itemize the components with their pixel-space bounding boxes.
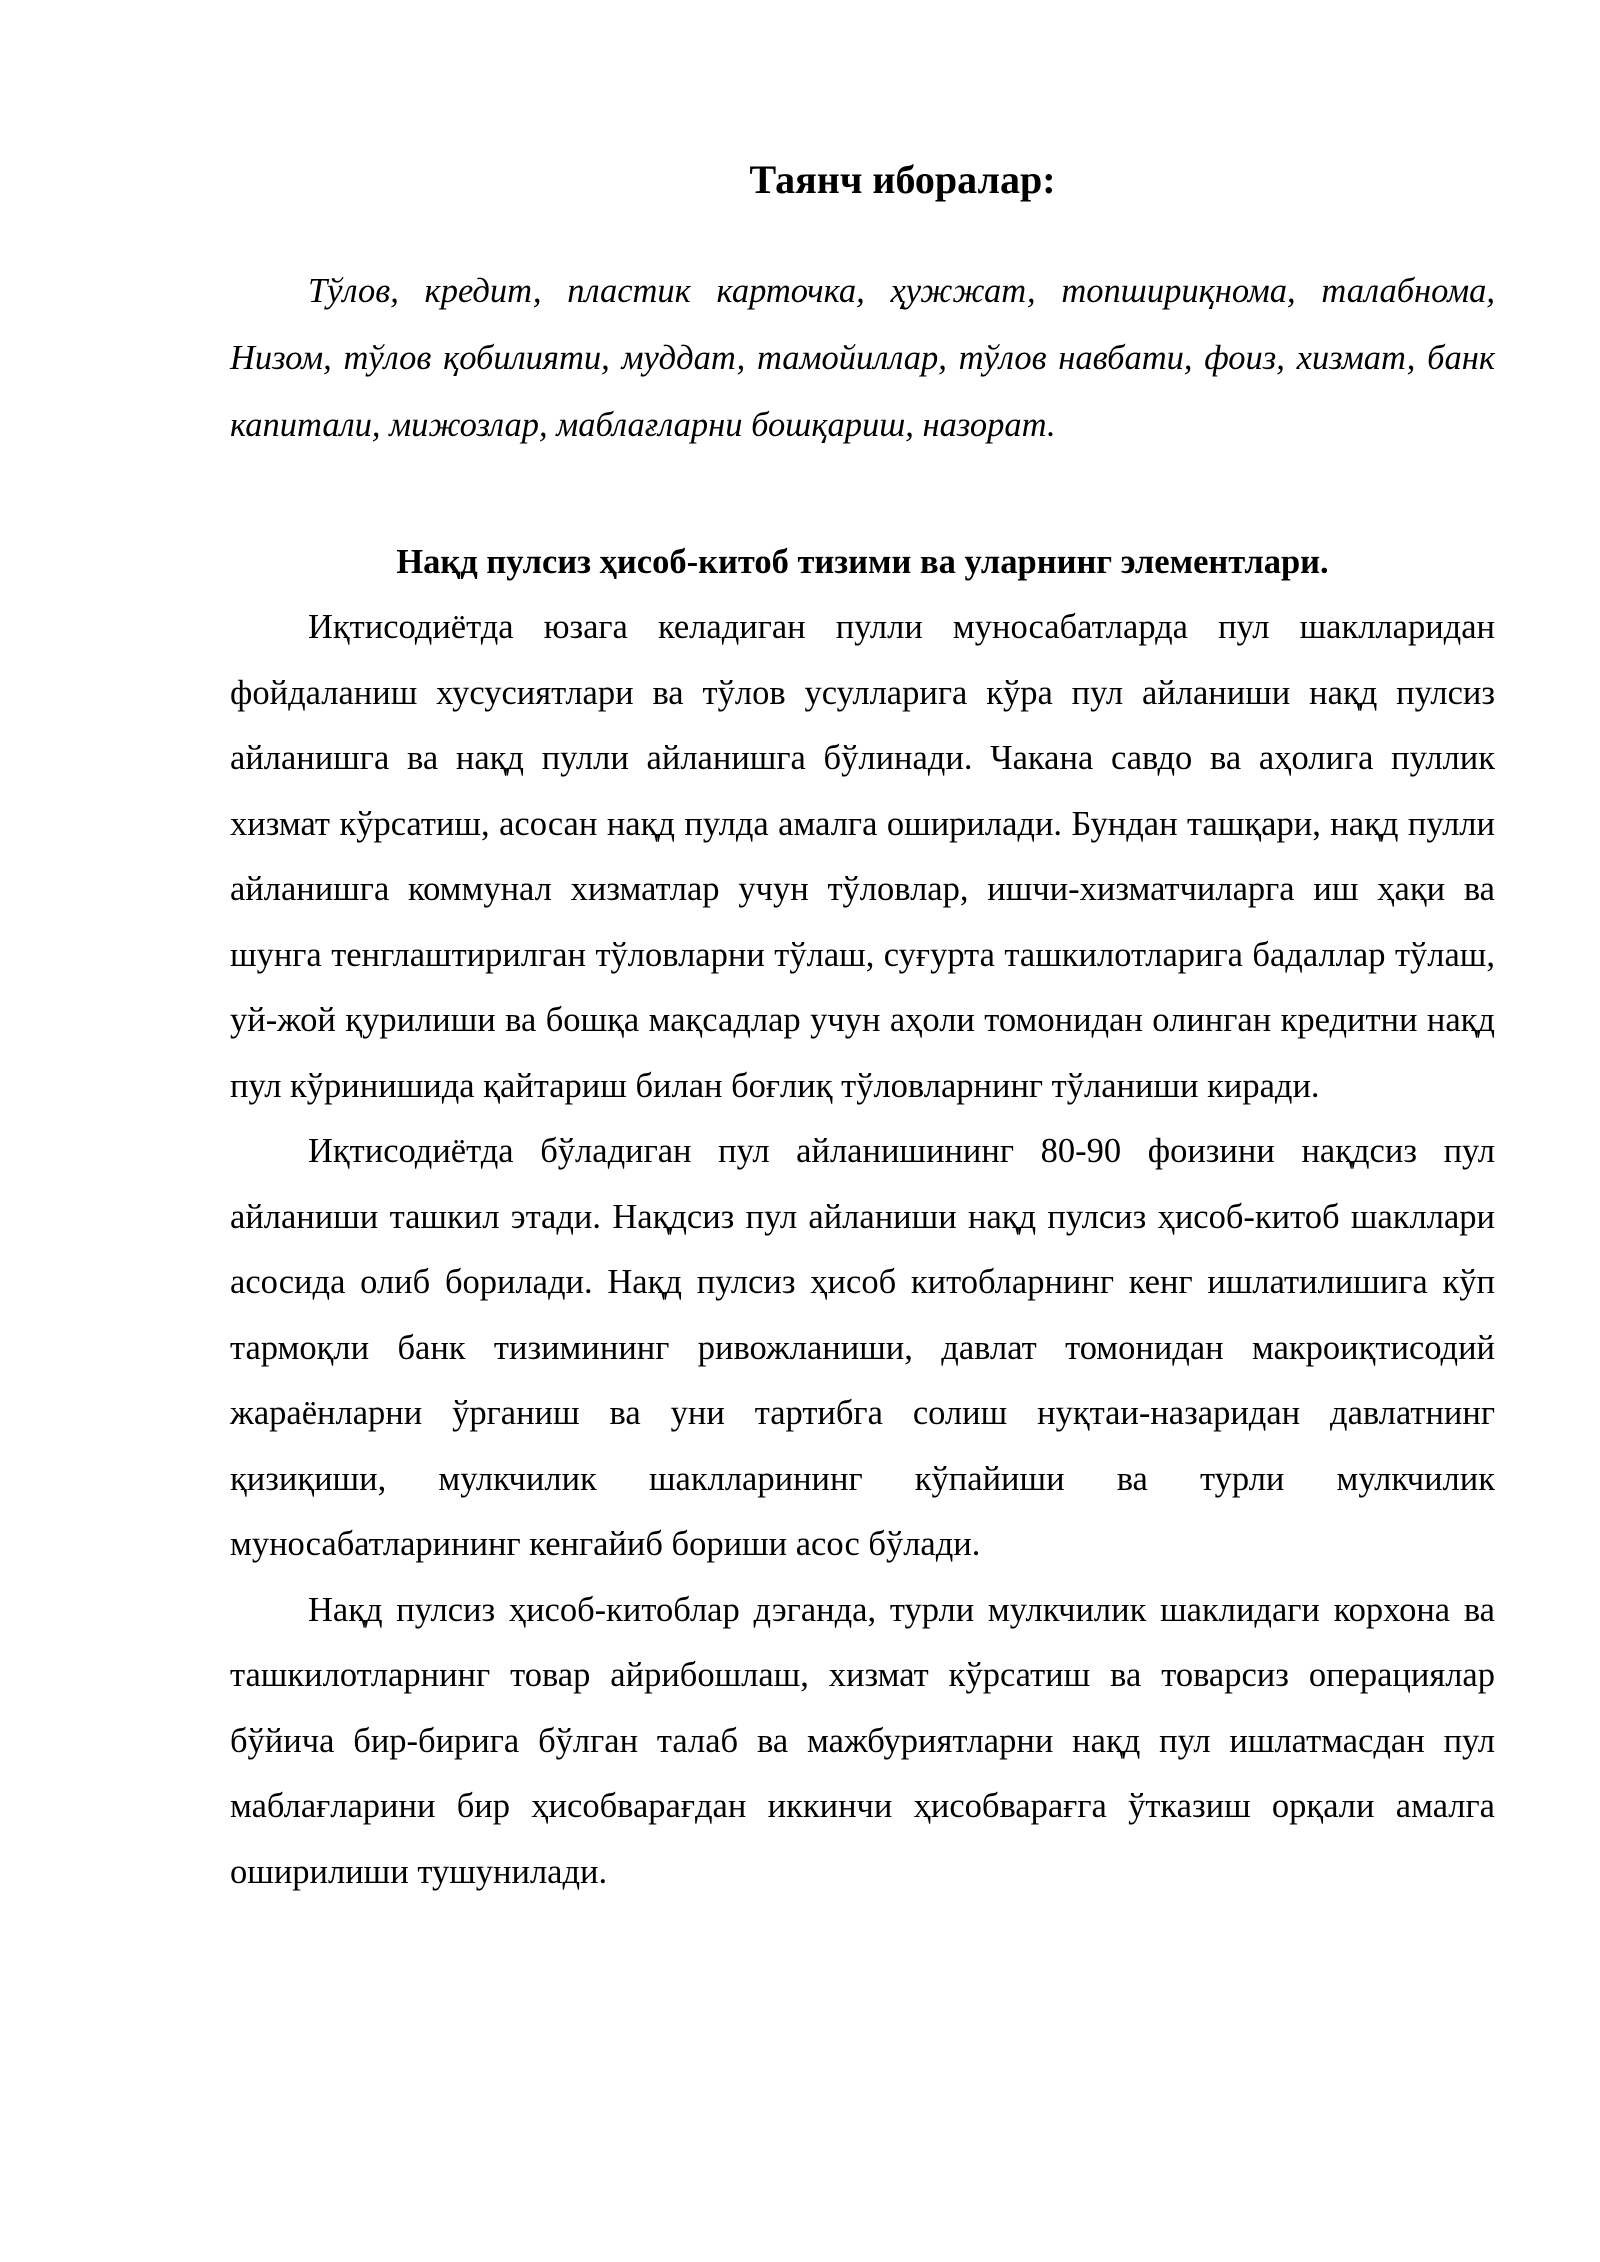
body-paragraph-2: Иқтисодиётда бўладиган пул айланишининг 80-90 фоизини нақдсиз пул айланиши ташкил этади. Нақдсиз пул айланиши нақд пулсиз ҳисоб-китоб шакллари асосида олиб борилади. Нақд пулсиз ҳисоб китобларнинг кенг ишлатилишига кўп тармоқли банк тизимининг ривожланиши, давлат томонидан макроиқтисодий жараёнларни ўрганиш ва уни тартибга солиш нуқтаи-назаридан давлатнинг қизиқиши, мулкчилик шаклларининг кўпайиши ва турли мулкчилик муносабатларининг кенгайиб бориши асос бўлади. [230,1132,1495,1563]
body-paragraph-3: Нақд пулсиз ҳисоб-китоблар дэганда, турли мулкчилик шаклидаги корхона ва ташкилотларнинг товар айрибошлаш, хизмат кўрсатиш ва товарсиз операциялар бўйича бир-бирига бўлган талаб ва мажбуриятларни нақд пул ишлатмасдан пул маблағларини бир ҳисобварағдан иккинчи ҳисобварағга ўтказиш орқали амалга оширилиши тушунилади. [230,1590,1495,1891]
body-paragraph-1: Иқтисодиётда юзага келадиган пулли муносабатларда пул шаклларидан фойдаланиш хусусиятлари ва тўлов усулларига кўра пул айланиши нақд пулсиз айланишга ва нақд пулли айланишга бўлинади. Чакана савдо ва аҳолига пуллик хизмат кўрсатиш, асосан нақд пулда амалга оширилади. Бундан ташқари, нақд пулли айланишга коммунал хизматлар учун тўловлар, ишчи-хизматчиларга иш ҳақи ва шунга тенглаштирилган тўловларни тўлаш, суғурта ташкилотларига бадаллар тўлаш, уй-жой қурилиши ва бошқа мақсадлар учун аҳоли томонидан олинган кредитни нақд пул кўринишида қайтариш билан боғлиқ тўловларнинг тўланиши киради. [230,608,1495,1105]
keywords-paragraph: Тўлов, кредит, пластик карточка, ҳужжат, топшириқнома, талабнома, Низом, тўлов қобилияти, муддат, тамойиллар, тўлов навбати, фоиз, хизмат, банк капитали, мижозлар, маблағларни бошқариш, назорат. [230,272,1495,444]
page-title: Таянч иборалар: [749,157,1056,202]
section-heading: Нақд пулсиз ҳисоб-китоб тизими ва уларнинг элементлари. [396,543,1329,581]
document-page [230,150,1495,1905]
